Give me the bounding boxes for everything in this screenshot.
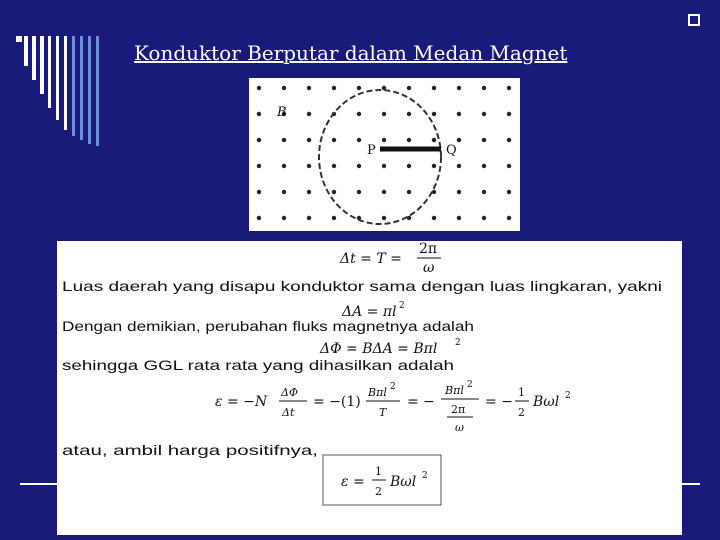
field-dot (332, 216, 336, 220)
emf-f3-num: Bπl (445, 384, 464, 397)
field-dot (457, 138, 461, 142)
field-diagram (249, 78, 520, 231)
field-dot (382, 164, 386, 168)
field-dot (457, 190, 461, 194)
field-dot (407, 86, 411, 90)
field-dot (407, 138, 411, 142)
field-dot (457, 216, 461, 220)
emf-f2-exp: 2 (390, 382, 396, 392)
field-dot (457, 164, 461, 168)
field-dot (282, 164, 286, 168)
field-dot (457, 112, 461, 116)
field-dot (457, 86, 461, 90)
field-dot (507, 164, 511, 168)
corner-square-icon (688, 14, 700, 26)
field-dot (357, 164, 361, 168)
field-dot (282, 138, 286, 142)
emf-mid-2: = − (407, 394, 435, 410)
area-equation: ΔA = πl (342, 304, 397, 320)
text-line-3: sehingga GGL rata rata yang dihasilkan adalah (62, 357, 454, 373)
field-dot (257, 86, 261, 90)
area-exponent: 2 (399, 301, 405, 311)
emf-f2-num: Bπl (368, 386, 387, 399)
emf-f2-den: T (379, 406, 387, 419)
flux-equation: ΔΦ = BΔA = Bπl (320, 341, 438, 357)
period-denominator: ω (423, 260, 435, 276)
final-num: 1 (375, 465, 382, 478)
field-dot (282, 190, 286, 194)
field-dot (382, 112, 386, 116)
field-dot (382, 216, 386, 220)
field-dot (357, 190, 361, 194)
field-dot (407, 216, 411, 220)
field-dot (282, 86, 286, 90)
field-dot (407, 164, 411, 168)
field-dot (307, 216, 311, 220)
field-dot (432, 138, 436, 142)
derivation-content (57, 241, 682, 535)
final-lhs: ε = (341, 474, 365, 490)
emf-f1-num: ΔΦ (281, 386, 298, 399)
final-den: 2 (375, 485, 382, 498)
field-dot (332, 190, 336, 194)
emf-f1-den: Δt (282, 406, 295, 419)
emf-f3-den-bot: ω (455, 421, 464, 434)
period-numerator: 2π (419, 241, 438, 257)
field-dot (432, 112, 436, 116)
field-dot (482, 216, 486, 220)
magnetic-field-figure (249, 78, 520, 231)
point-p-label: P (367, 143, 376, 158)
text-line-1: Luas daerah yang disapu konduktor sama dengan luas lingkaran, yakni (62, 278, 662, 294)
field-dot (432, 164, 436, 168)
field-dot (332, 164, 336, 168)
field-dot (432, 216, 436, 220)
field-dot (382, 138, 386, 142)
field-dot (357, 86, 361, 90)
field-dot (432, 86, 436, 90)
emf-mid-3: = − (485, 394, 513, 410)
field-dot (282, 216, 286, 220)
field-dot (507, 216, 511, 220)
emf-tail: Bωl (533, 394, 560, 410)
field-dot (382, 190, 386, 194)
footer-rule-left (20, 483, 60, 485)
field-dot (257, 112, 261, 116)
rotation-circle (319, 90, 441, 224)
emf-tail-exp: 2 (565, 391, 571, 401)
field-dot (507, 190, 511, 194)
field-dot (307, 138, 311, 142)
field-dot (307, 112, 311, 116)
emf-f4-num: 1 (518, 386, 525, 399)
emf-f3-den-top: 2π (451, 403, 466, 416)
slide-title: Konduktor Berputar dalam Medan Magnet (134, 41, 568, 65)
emf-f3-exp: 2 (467, 380, 473, 390)
field-dot (332, 86, 336, 90)
final-tail: Bωl (390, 474, 417, 490)
derivation-panel (57, 241, 682, 535)
field-dot (407, 112, 411, 116)
text-line-2: Dengan demikian, perubahan fluks magnetnya adalah (62, 318, 474, 334)
text-line-4: atau, ambil harga positifnya, (62, 442, 318, 458)
point-q-label: Q (446, 143, 457, 158)
field-dot (482, 86, 486, 90)
field-dot (257, 164, 261, 168)
field-dot (307, 86, 311, 90)
field-dot (357, 138, 361, 142)
field-dot (482, 112, 486, 116)
emf-f4-den: 2 (518, 406, 525, 419)
field-dot (482, 190, 486, 194)
field-dot (507, 138, 511, 142)
field-dot (482, 164, 486, 168)
field-dot (332, 138, 336, 142)
field-dots (257, 86, 511, 220)
field-dot (482, 138, 486, 142)
emf-lhs: ε = −N (215, 394, 268, 410)
field-dot (257, 216, 261, 220)
footer-rule-right (680, 483, 700, 485)
field-dot (307, 164, 311, 168)
field-dot (507, 112, 511, 116)
field-dot (507, 86, 511, 90)
field-dot (307, 190, 311, 194)
field-dot (257, 190, 261, 194)
field-dot (257, 138, 261, 142)
emf-mid-1: = −(1) (313, 394, 361, 410)
flux-exponent: 2 (455, 338, 461, 348)
final-exp: 2 (422, 471, 428, 481)
field-label: B (277, 105, 287, 120)
field-dot (357, 112, 361, 116)
field-dot (407, 190, 411, 194)
corner-decoration-bars (16, 36, 112, 146)
period-equation-lhs: Δt = T = (340, 251, 402, 267)
